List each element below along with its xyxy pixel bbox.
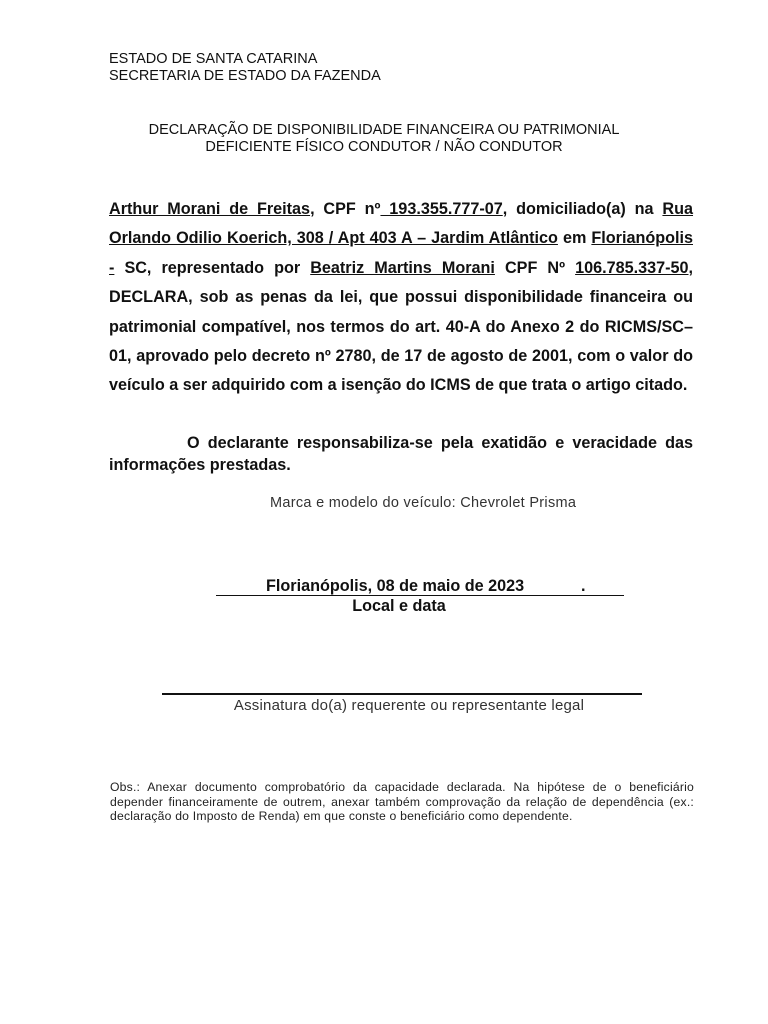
declarant-cpf: 193.355.777-07 (380, 200, 503, 218)
place-date-label: Local e data (352, 597, 446, 615)
header-secretariat: SECRETARIA DE ESTADO DA FAZENDA (109, 68, 381, 84)
representative-name: Beatriz Martins Morani (310, 258, 495, 277)
responsibility-paragraph: O declarante responsabiliza-se pela exatidão e veracidade das informações prestadas. (109, 434, 693, 474)
document-header (109, 51, 381, 85)
place-date-dot: . (581, 577, 586, 595)
representative-cpf: 106.785.337-50 (575, 258, 689, 277)
declaration-text-4: SC, representado por (114, 258, 311, 277)
title-line-1: DECLARAÇÃO DE DISPONIBILIDADE FINANCEIRA OU PATRIMONIAL (148, 122, 620, 138)
declarant-address: Rua Orlando Odilio Koerich, 308 / Apt 403 A – Jardim Atlântico (109, 200, 694, 248)
declarant-name: Arthur Morani de Freitas (109, 200, 311, 218)
declaration-text-1: , CPF nº (310, 200, 381, 218)
signature-label: Assinatura do(a) requerente ou representante legal (233, 697, 585, 714)
place-date-value: Florianópolis, 08 de maio de 2023 (266, 577, 525, 595)
declaration-text-3: em (557, 229, 592, 248)
signature-line (162, 693, 642, 695)
declaration-text-6: , DECLARA, sob as penas da lei, que possui disponibilidade financeira ou patrimonial compatível, nos termos do art. 40-A do Anexo 2 do RICMS/SC–01, aprovado pelo decreto nº 2780, de 17 de agosto de 2001, com o valor do veículo a ser adquirido com a isenção do ICMS de que trata o artigo citado. (109, 258, 693, 395)
title-line-2: DEFICIENTE FÍSICO CONDUTOR / NÃO CONDUTOR (205, 139, 563, 155)
declarant-city: Florianópolis - (109, 229, 693, 277)
declaration-paragraph (109, 195, 693, 401)
header-state: ESTADO DE SANTA CATARINA (109, 51, 318, 67)
document-title (0, 122, 768, 156)
observation-note: Obs.: Anexar documento comprobatório da capacidade declarada. Na hipótese de o beneficiário depender financeiramente de outrem, anexar também comprovação da relação de dependência (ex.: declaração do Imposto de Renda) em que conste o beneficiário como dependente. (110, 780, 694, 823)
declaration-text-2: , domiciliado(a) na (502, 200, 663, 218)
vehicle-info: Marca e modelo do veículo: Chevrolet Prisma (270, 495, 577, 511)
declaration-text-5: CPF Nº (494, 258, 576, 277)
